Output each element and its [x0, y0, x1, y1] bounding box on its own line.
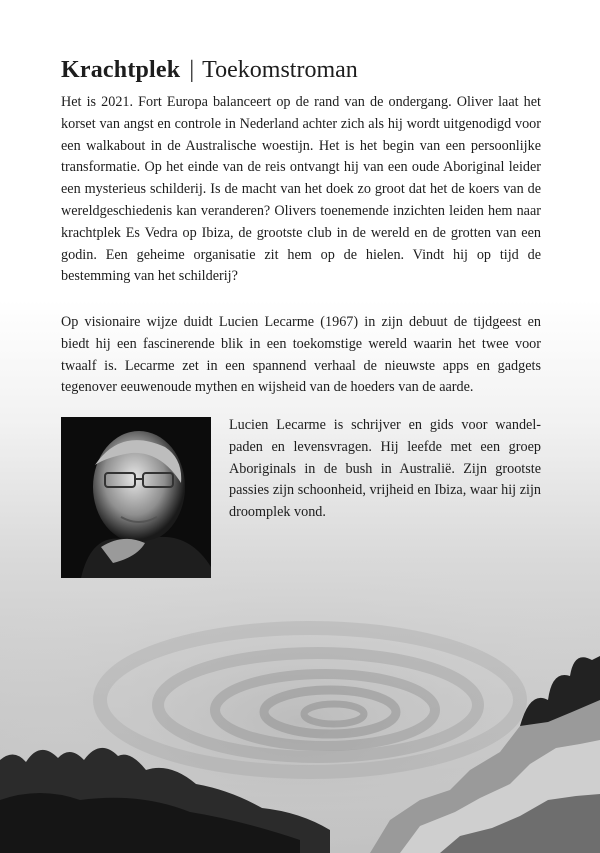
- author-portrait-image: [61, 417, 211, 578]
- author-bio: Lucien Lecarme is schrijver en gids voor wandel- paden en levensvragen. Hij leefde met een groep Aboriginals in de bush in Australië. Zijn grootste passies zijn schoonheid, vrijheid en Ibiza, waar hij zijn droomplek vond.: [229, 417, 541, 521]
- author-intro-paragraph: Op visionaire wijze duidt Lucien Lecarme (1967) in zijn debuut de tijdgeest en biedt hij een fascinerende blik in een toekomstige wereld waarin het twee voor twaalf is. Lecarme zet in een spannend verhaal de nieuwste apps en gadgets tegenover eeuwenoude mythen en wijsheid van de hoeders van de aarde.: [61, 314, 541, 396]
- book-title: Krachtplek: [61, 57, 181, 83]
- page-title: [61, 54, 358, 86]
- author-photo: [61, 417, 211, 578]
- book-genre: Toekomstroman: [202, 57, 358, 83]
- synopsis-paragraph: Het is 2021. Fort Europa balanceert op de rand van de ondergang. Oliver laat het korset van angst en controle in Nederland achter zich als hij wordt uitgenodigd voor een walkabout in de Australische woestijn. Het is het begin van een persoonlijke transformatie. Op het einde van de reis ontvangt hij van een oude Aboriginal leider een mysterieus schilderij. Is de macht van het doek zo groot dat het de koers van de wereldgeschiedenis kan veranderen? Olivers toenemende inzichten leiden hem naar krachtplek Es Vedra op Ibiza, de grootste club in de wereld en de grotten van een godin. Een geheime organisatie zit hem op de hielen. Vindt hij op tijd de bestemming van het schilderij?: [61, 94, 541, 285]
- title-separator: |: [189, 57, 195, 83]
